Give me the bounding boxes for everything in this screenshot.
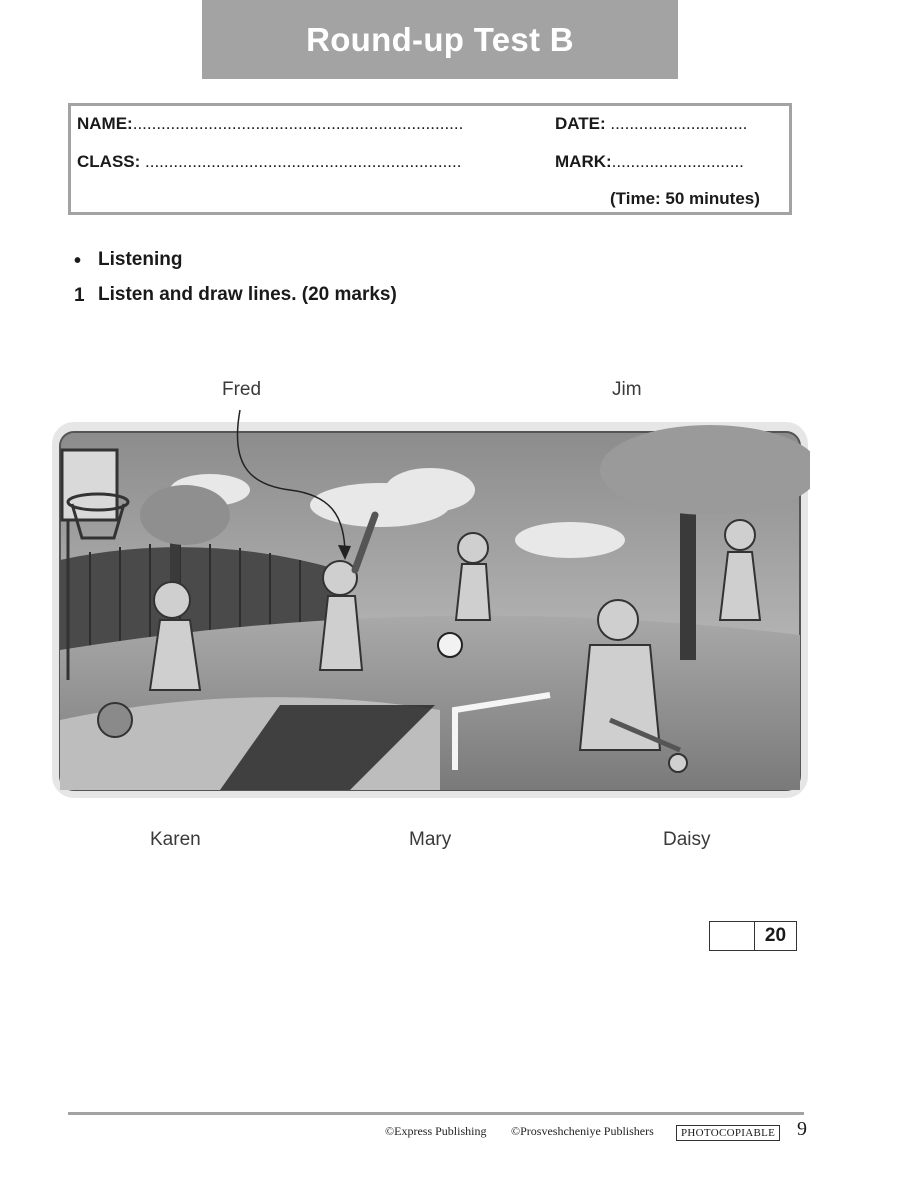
mark-label: MARK: xyxy=(555,152,612,171)
class-dots: ................................................................... xyxy=(145,152,462,171)
footer-publisher-2: ©Prosveshcheniye Publishers xyxy=(511,1124,654,1138)
name-label-mary[interactable]: Mary xyxy=(409,829,452,850)
date-field[interactable] xyxy=(555,114,747,134)
title-banner xyxy=(202,0,678,79)
name-label-karen[interactable]: Karen xyxy=(150,829,201,850)
score-box xyxy=(709,921,797,951)
footer-publisher-1: ©Express Publishing xyxy=(385,1124,487,1138)
sports-scene-illustration xyxy=(50,420,810,800)
date-label: DATE: xyxy=(555,114,606,133)
time-limit: (Time: 50 minutes) xyxy=(610,189,760,208)
name-field[interactable] xyxy=(77,114,463,134)
mark-dots: ............................ xyxy=(611,152,744,171)
bullet-marker: • xyxy=(74,250,82,272)
mark-field[interactable] xyxy=(555,152,744,172)
name-label-daisy[interactable]: Daisy xyxy=(663,829,711,850)
section-heading: Listening xyxy=(98,249,183,270)
name-dots: ...................................................................... xyxy=(132,114,464,133)
score-entry-field[interactable] xyxy=(710,922,755,950)
example-answer-line xyxy=(230,405,360,565)
page-title: Round-up Test B xyxy=(306,20,574,58)
date-dots: ............................. xyxy=(610,114,748,133)
name-label: NAME: xyxy=(77,114,133,133)
score-total: 20 xyxy=(764,925,787,946)
page-number: 9 xyxy=(797,1118,807,1140)
photocopiable-badge: PHOTOCOPIABLE xyxy=(676,1125,780,1141)
footer-divider xyxy=(68,1112,804,1115)
exercise-number: 1 xyxy=(74,285,85,306)
class-label: CLASS: xyxy=(77,152,141,171)
name-label-fred[interactable]: Fred xyxy=(222,379,262,400)
exercise-instruction: Listen and draw lines. (20 marks) xyxy=(98,284,397,305)
class-field[interactable] xyxy=(77,152,461,172)
name-label-jim[interactable]: Jim xyxy=(612,379,642,400)
